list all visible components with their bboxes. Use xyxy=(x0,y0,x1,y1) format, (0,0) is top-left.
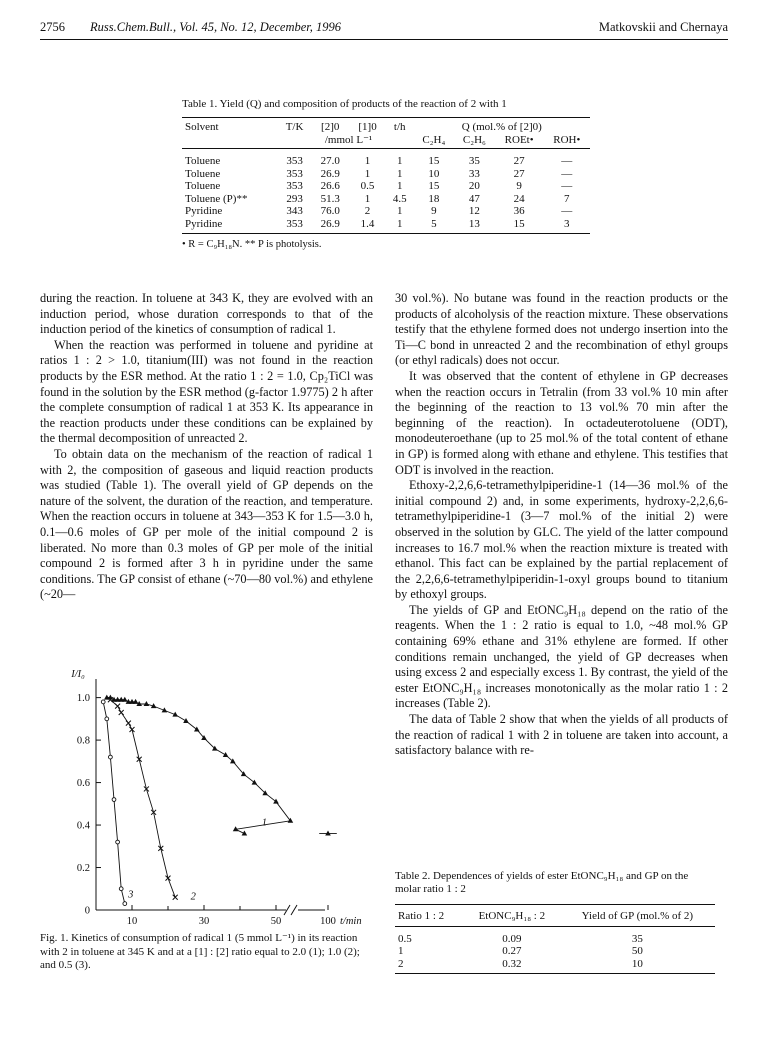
series-3-line xyxy=(103,702,125,904)
cell: Pyridine xyxy=(182,218,278,234)
running-header xyxy=(40,12,728,40)
paragraph: The yields of GP and EtONC₉H₁₈ depend on the ratio of the reagents. When the 1 : 2 ratio is equal to 1.0, ~48 mol.% GP containing 69% ethane and 31% ethylene are formed. If other conditions remain unchanged, the yield of GP decreases when using excess 2 and especially excess 1. By contrast, the yield of the ester EtONC₉H₁₈ increases monotonically as the molar ratio 1 : 2 increases (Table 2). xyxy=(395,602,728,711)
cell: 26.9 xyxy=(311,218,349,234)
col-ratio-num: [1]0 xyxy=(349,118,386,134)
col-time: t/h xyxy=(386,118,414,134)
cell: 5 xyxy=(414,218,455,234)
y-tick-label: 1.0 xyxy=(76,693,90,705)
cell: 353 xyxy=(286,167,303,180)
x-tick-label: 10 xyxy=(126,916,138,927)
cell: 0.32 xyxy=(464,958,560,974)
col-conc-unit: /mmol L⁻¹ xyxy=(311,134,386,149)
col-conc-2: [2]0 xyxy=(311,118,349,134)
kinetics-chart xyxy=(40,662,373,932)
cell: 1 xyxy=(386,218,414,234)
figure-1 xyxy=(40,662,373,932)
cell: 18 xyxy=(428,192,440,205)
cell: 27 xyxy=(513,155,525,167)
cell: 50 xyxy=(631,945,643,957)
paragraph: When the reaction was performed in toluene and pyridine at ratios 1 : 2 > 1.0, titanium(III) was not found in the reaction products by the ESR method. At the ratio 1 : 2 = 1.0, Cp₂TiCl was found in the solution by the ESR method (g-factor 1.9775) 2 h after the complete consumption of radical 1 at 353 K. Its appearance in the reaction products under these conditions can be explained by the thermal decomposition of unreacted 2. xyxy=(40,337,373,446)
col-c2h6: C₂H₆ xyxy=(454,134,495,149)
data-point-circle xyxy=(109,755,113,759)
cell: 1 xyxy=(396,205,403,217)
cell: 1 xyxy=(396,155,403,167)
cell: 76.0 xyxy=(320,205,340,217)
cell: 10 xyxy=(560,958,715,974)
authors: Matkovskii and Chernaya xyxy=(598,20,728,34)
data-point-triangle xyxy=(325,831,331,836)
table-row xyxy=(182,168,590,181)
cell: 15 xyxy=(495,218,544,234)
cell: 9 xyxy=(516,180,522,192)
x-axis-label: t/min xyxy=(340,916,362,927)
table-1 xyxy=(182,98,590,250)
cell: 3 xyxy=(544,218,590,234)
cell: 1 xyxy=(398,945,404,957)
data-point-cross xyxy=(119,710,124,715)
table-row xyxy=(182,205,590,218)
text-column-right xyxy=(395,291,728,759)
cell: 33 xyxy=(468,167,480,180)
y-tick-label: 0 xyxy=(84,905,90,917)
data-point-circle xyxy=(112,798,116,802)
cell: 47 xyxy=(468,192,480,205)
data-point-triangle xyxy=(122,697,128,702)
cell: 26.9 xyxy=(320,167,340,180)
cell: Toluene xyxy=(185,180,221,192)
cell: 36 xyxy=(513,205,525,217)
col-ester: EtONC₉H₁₈ : 2 xyxy=(464,905,560,927)
cell: Pyridine xyxy=(185,205,223,217)
paragraph: It was observed that the content of ethylene in GP decreases when the reaction occurs in Tetralin (from 33 vol.% 10 min after the beginning of the reaction to 13 vol.% 70 min after the beginning of the reaction). In octadeuterotoluene (ODT), monodeuteroethane (up to 25 mol.% of the total content of ethane in GP) is formed along with ethane and ethylene. This testifies that ODT is involved in the reaction. xyxy=(395,368,728,477)
page-number: 2756 xyxy=(40,20,65,34)
cell: 1 xyxy=(364,167,371,180)
cell: 27 xyxy=(513,167,525,180)
cell: 26.6 xyxy=(320,180,340,192)
data-point-circle xyxy=(105,717,109,721)
col-temperature: T/K xyxy=(278,118,311,134)
table-row xyxy=(395,945,715,958)
cell: Toluene (P)** xyxy=(185,192,248,205)
table-1-caption: Table 1. Yield (Q) and composition of products of the reaction of 2 with 1 xyxy=(182,98,507,110)
col-roh: ROH• xyxy=(544,134,590,149)
table-row xyxy=(182,180,590,193)
y-tick-label: 0.4 xyxy=(76,820,90,832)
series-2-label: 2 xyxy=(190,891,196,903)
header-rule xyxy=(40,39,728,40)
cell: 1 xyxy=(396,167,403,180)
cell: 4.5 xyxy=(392,192,407,205)
table-row xyxy=(182,218,590,234)
cell: — xyxy=(561,180,573,192)
cell: 15 xyxy=(428,180,440,192)
col-q-group: Q (mol.% of [2]0) xyxy=(414,118,590,134)
cell: 1 xyxy=(364,192,371,205)
cell: 27.0 xyxy=(320,155,340,167)
col-roet: ROEt• xyxy=(495,134,544,149)
x-tick-label: 50 xyxy=(270,916,282,927)
table-1-body xyxy=(182,149,590,234)
cell: — xyxy=(561,205,573,217)
table-row xyxy=(395,926,715,945)
cell: — xyxy=(561,155,573,167)
cell: 24 xyxy=(513,192,525,205)
series-1-line xyxy=(107,698,291,834)
data-point-triangle xyxy=(273,799,279,804)
x-tick-label: 100 xyxy=(320,916,336,927)
cell: 35 xyxy=(631,932,643,945)
cell: 10 xyxy=(428,167,440,180)
y-tick-label: 0.6 xyxy=(76,778,90,790)
series-1-label: 1 xyxy=(261,817,268,829)
cell: 343 xyxy=(286,205,303,217)
paragraph: 30 vol.%). No butane was found in the reaction products or the products of alcoholysis of the reaction mixture. These observations testify that the ethylene formed does not undergo insertion into the Ti—C bond in unreacted 2 and the recombination of ethyl groups (or ethyl radicals) does not occur. xyxy=(395,291,728,368)
y-tick-label: 0.2 xyxy=(76,863,90,875)
cell: 13 xyxy=(454,218,495,234)
data-point-triangle xyxy=(183,718,189,723)
data-point-triangle xyxy=(252,780,258,785)
paragraph: The data of Table 2 show that when the yields of all products of the reaction of radical 1 with 2 in toluene are taken into account, a satisfactory balance with re- xyxy=(395,712,728,758)
x-tick-label: 30 xyxy=(198,916,210,927)
table-2-caption: Table 2. Dependences of yields of ester EtONC₉H₁₈ and GP on the molar ratio 1 : 2 xyxy=(395,870,689,895)
cell: 12 xyxy=(468,205,480,217)
data-point-circle xyxy=(123,902,127,906)
data-point-circle xyxy=(119,887,123,891)
data-point-triangle xyxy=(194,726,200,731)
text-column-left xyxy=(40,291,373,603)
journal-citation: Russ.Chem.Bull., Vol. 45, No. 12, December, 1996 xyxy=(90,20,342,34)
col-ratio: Ratio 1 : 2 xyxy=(395,905,464,927)
cell: 0.27 xyxy=(502,945,522,957)
paragraph: during the reaction. In toluene at 343 K, they are evolved with an induction period, whose duration corresponds to that of the induction period of the kinetics of consumption of radical 1. xyxy=(40,291,373,337)
cell: 0.5 xyxy=(398,932,412,945)
paragraph: To obtain data on the mechanism of the reaction of radical 1 with 2, the composition of gaseous and liquid reaction products was studied (Table 1). The overall yield of GP depends on the nature of the solvent, the duration of the reaction, and temperature. When the reaction occurs in toluene at 343—353 K for 1.5—3.0 h, 0.1—0.6 moles of GP per mole of the initial compound 2 is liberated. No more than 0.3 moles of GP per mole of the initial compound 2 is formed after 3 h in pyridine under the same conditions. The GP consist of ethane (~70—80 vol.%) and ethylene (~20— xyxy=(40,446,373,602)
cell: 0.5 xyxy=(360,180,375,192)
cell: 1.4 xyxy=(349,218,386,234)
paragraph: Ethoxy-2,2,6,6-tetramethylpiperidine-1 (14—36 mol.% of the initial compound 2) and, in some experiments, hydroxy-2,2,6,6-tetramethylpiperidine-1 (3—7 mol.% of the initial 2) were observed in the solution by GLC. The yield of the latter compound increases to 16.7 mol.% when the reaction mixture is treated with ethanol. This fact can be explained by the partial replacement of the 2,2,6,6-tetramethylpiperidin-1-oxyl groups bound to titanium by ethoxyl groups. xyxy=(395,478,728,602)
cell: 2 xyxy=(395,958,464,974)
table-1-grid xyxy=(182,117,590,234)
data-point-cross xyxy=(173,895,178,900)
figure-1-caption: Fig. 1. Kinetics of consumption of radical 1 (5 mmol L⁻¹) in its reaction with 2 in toluene at 345 K and at a [1] : [2] ratio equal to 2.0 (1); 1.0 (2); and 0.5 (3). xyxy=(40,932,360,971)
col-solvent: Solvent xyxy=(182,118,278,134)
data-point-cross xyxy=(115,704,120,709)
y-tick-label: 0.8 xyxy=(76,735,90,747)
data-point-triangle xyxy=(223,752,229,757)
series-2-line xyxy=(110,700,175,898)
cell: 353 xyxy=(278,218,311,234)
data-point-triangle xyxy=(144,701,150,706)
cell: 293 xyxy=(286,192,303,205)
cell: 353 xyxy=(286,180,303,192)
cell: Toluene xyxy=(185,155,221,167)
cell: — xyxy=(561,167,573,180)
cell: 9 xyxy=(431,205,437,217)
col-c2h4: C₂H₄ xyxy=(414,134,455,149)
y-axis-label: I/I₀ xyxy=(71,669,85,680)
cell: 20 xyxy=(468,180,480,192)
cell: 1 xyxy=(364,155,371,167)
data-point-circle xyxy=(101,700,105,704)
table-row xyxy=(182,193,590,206)
table-2 xyxy=(395,870,715,974)
cell: 7 xyxy=(564,192,570,205)
cell: 0.09 xyxy=(502,932,522,945)
data-point-circle xyxy=(116,840,120,844)
cell: 35 xyxy=(468,155,480,167)
cell: 353 xyxy=(286,155,303,167)
cell: Toluene xyxy=(185,167,221,180)
table-1-footnote: • R = C₉H₁₈N. ** P is photolysis. xyxy=(182,239,322,250)
data-point-cross xyxy=(126,721,131,726)
table-row xyxy=(395,958,715,974)
data-point-triangle xyxy=(133,699,139,704)
col-gp-yield: Yield of GP (mol.% of 2) xyxy=(560,905,715,927)
cell: 15 xyxy=(428,155,440,167)
series-3-label: 3 xyxy=(128,889,134,901)
table-row xyxy=(182,149,590,168)
cell: 2 xyxy=(364,205,371,217)
cell: 51.3 xyxy=(320,192,340,205)
table-2-grid xyxy=(395,904,715,974)
cell: 1 xyxy=(396,180,403,192)
